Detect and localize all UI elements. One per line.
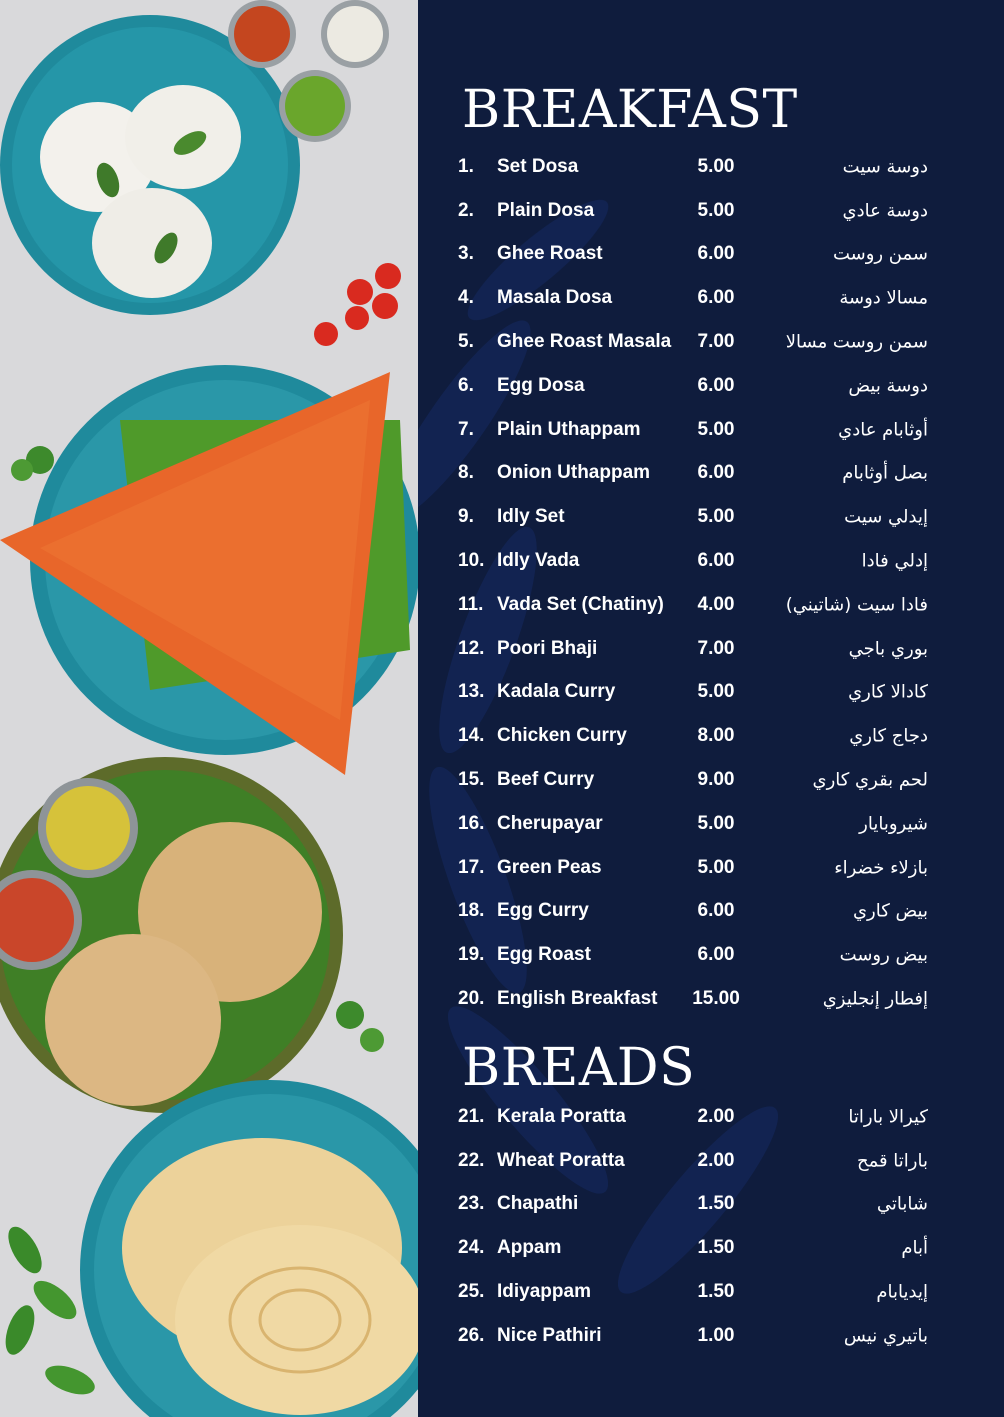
item-name: Egg Dosa bbox=[497, 374, 585, 396]
item-number: 23. bbox=[458, 1193, 485, 1215]
item-name-arabic: إيدلي سيت bbox=[844, 506, 928, 528]
menu-item-row bbox=[418, 1314, 1004, 1358]
item-price: 6.00 bbox=[697, 287, 735, 309]
breads-title: BREADS bbox=[462, 1038, 696, 1098]
menu-item-row bbox=[418, 539, 1004, 583]
item-price: 15.00 bbox=[692, 988, 740, 1010]
item-name-arabic: باتيري نيس bbox=[843, 1325, 928, 1347]
item-price: 8.00 bbox=[697, 725, 735, 747]
item-name: Kadala Curry bbox=[497, 681, 616, 703]
item-price: 5.00 bbox=[697, 199, 735, 221]
item-price: 9.00 bbox=[697, 769, 735, 791]
item-name-arabic: شاباتي bbox=[876, 1193, 928, 1215]
item-name: Egg Curry bbox=[497, 900, 589, 922]
item-number: 11. bbox=[458, 593, 484, 615]
menu-item-row bbox=[418, 364, 1004, 408]
menu-item-row bbox=[418, 452, 1004, 496]
item-price: 2.00 bbox=[697, 1149, 735, 1171]
item-name: Vada Set (Chatiny) bbox=[497, 593, 664, 615]
item-name-arabic: دوسة سيت bbox=[842, 156, 928, 178]
menu-item-row bbox=[418, 583, 1004, 627]
item-price: 1.50 bbox=[697, 1237, 735, 1259]
poori-plate bbox=[0, 757, 343, 1113]
item-price: 6.00 bbox=[697, 944, 735, 966]
item-name: Cherupayar bbox=[497, 812, 603, 834]
item-number: 4. bbox=[458, 287, 474, 309]
item-name: Green Peas bbox=[497, 856, 602, 878]
item-price: 6.00 bbox=[697, 462, 735, 484]
item-name-arabic: أوثابام عادي bbox=[838, 419, 928, 441]
item-price: 5.00 bbox=[697, 681, 735, 703]
item-price: 5.00 bbox=[697, 418, 735, 440]
menu-item-row bbox=[418, 189, 1004, 233]
item-price: 5.00 bbox=[697, 856, 735, 878]
breads-list bbox=[418, 1095, 1004, 1358]
item-number: 7. bbox=[458, 418, 474, 440]
item-name: Ghee Roast Masala bbox=[497, 331, 672, 353]
item-name-arabic: باراتا قمح bbox=[856, 1150, 928, 1172]
item-name: Nice Pathiri bbox=[497, 1324, 602, 1346]
menu-item-row bbox=[418, 933, 1004, 977]
item-name-arabic: بوري باجي bbox=[848, 638, 928, 660]
menu-item-row bbox=[418, 758, 1004, 802]
item-number: 18. bbox=[458, 900, 485, 922]
item-number: 5. bbox=[458, 331, 474, 353]
item-name-arabic: أبام bbox=[901, 1237, 928, 1259]
item-number: 12. bbox=[458, 637, 485, 659]
item-price: 6.00 bbox=[697, 374, 735, 396]
item-number: 6. bbox=[458, 374, 474, 396]
menu-item-row bbox=[418, 846, 1004, 890]
item-number: 24. bbox=[458, 1237, 485, 1259]
item-number: 9. bbox=[458, 506, 474, 528]
item-number: 14. bbox=[458, 725, 485, 747]
item-name-arabic: إدلي فادا bbox=[861, 550, 928, 572]
item-name-arabic: دجاج كاري bbox=[849, 725, 928, 747]
menu-item-row bbox=[418, 627, 1004, 671]
item-name: English Breakfast bbox=[497, 988, 658, 1010]
item-name: Plain Uthappam bbox=[497, 418, 641, 440]
item-name-arabic: بيض روست bbox=[839, 944, 928, 966]
item-name-arabic: سمن روست مسالا bbox=[785, 331, 928, 353]
item-name: Plain Dosa bbox=[497, 199, 595, 221]
menu-item-row bbox=[418, 1139, 1004, 1183]
item-price: 2.00 bbox=[697, 1105, 735, 1127]
item-number: 16. bbox=[458, 812, 485, 834]
paratha-plate bbox=[80, 1080, 418, 1417]
item-price: 6.00 bbox=[697, 900, 735, 922]
item-number: 1. bbox=[458, 155, 474, 177]
item-name: Beef Curry bbox=[497, 769, 595, 791]
breakfast-list bbox=[418, 145, 1004, 1021]
item-name-arabic: دوسة بيض bbox=[848, 375, 928, 397]
menu-item-row bbox=[418, 1095, 1004, 1139]
menu-item-row bbox=[418, 233, 1004, 277]
item-price: 5.00 bbox=[697, 812, 735, 834]
item-name: Masala Dosa bbox=[497, 287, 613, 309]
item-name-arabic: بيض كاري bbox=[852, 900, 928, 922]
item-number: 25. bbox=[458, 1281, 485, 1303]
item-name: Wheat Poratta bbox=[497, 1149, 625, 1171]
item-name-arabic: بازلاء خضراء bbox=[834, 857, 928, 879]
item-name-arabic: لحم بقري كاري bbox=[812, 769, 928, 791]
item-name-arabic: إفطار إنجليزي bbox=[822, 988, 928, 1010]
item-number: 13. bbox=[458, 681, 485, 703]
item-name: Appam bbox=[497, 1237, 562, 1259]
item-price: 4.00 bbox=[697, 593, 735, 615]
item-name: Onion Uthappam bbox=[497, 462, 651, 484]
menu-item-row bbox=[418, 977, 1004, 1021]
item-number: 20. bbox=[458, 988, 485, 1010]
item-price: 6.00 bbox=[697, 243, 735, 265]
item-number: 22. bbox=[458, 1149, 485, 1171]
item-number: 2. bbox=[458, 199, 474, 221]
item-name-arabic: سمن روست bbox=[832, 243, 928, 265]
item-price: 5.00 bbox=[697, 506, 735, 528]
cherry-tomatoes bbox=[314, 263, 401, 346]
item-name-arabic: دوسة عادي bbox=[842, 200, 928, 222]
item-name: Poori Bhaji bbox=[497, 637, 598, 659]
food-illustration bbox=[0, 0, 418, 1417]
dosa-plate bbox=[0, 365, 418, 775]
menu-item-row bbox=[418, 1226, 1004, 1270]
item-price: 1.00 bbox=[697, 1324, 735, 1346]
item-price: 5.00 bbox=[697, 155, 735, 177]
item-number: 3. bbox=[458, 243, 474, 265]
menu-item-row bbox=[418, 890, 1004, 934]
item-number: 10. bbox=[458, 550, 485, 572]
item-number: 26. bbox=[458, 1324, 485, 1346]
menu-item-row bbox=[418, 495, 1004, 539]
food-photo-panel bbox=[0, 0, 418, 1417]
item-name-arabic: فادا سيت (شاتيني) bbox=[785, 594, 928, 616]
menu-item-row bbox=[418, 671, 1004, 715]
item-name: Kerala Poratta bbox=[497, 1105, 626, 1127]
item-name: Chapathi bbox=[497, 1193, 579, 1215]
item-name: Idly Vada bbox=[497, 550, 580, 572]
item-name: Chicken Curry bbox=[497, 725, 627, 747]
item-number: 19. bbox=[458, 944, 485, 966]
breakfast-title: BREAKFAST bbox=[462, 80, 798, 140]
menu-item-row bbox=[418, 1183, 1004, 1227]
menu-item-row bbox=[418, 802, 1004, 846]
item-number: 21. bbox=[458, 1105, 485, 1127]
menu-item-row bbox=[418, 276, 1004, 320]
item-name-arabic: كادالا كاري bbox=[848, 681, 928, 703]
item-name: Egg Roast bbox=[497, 944, 591, 966]
item-name-arabic: بصل أوثابام bbox=[842, 462, 928, 484]
item-number: 17. bbox=[458, 856, 485, 878]
item-name: Ghee Roast bbox=[497, 243, 603, 265]
item-number: 8. bbox=[458, 462, 474, 484]
menu-item-row bbox=[418, 145, 1004, 189]
menu-item-row bbox=[418, 714, 1004, 758]
menu-item-row bbox=[418, 320, 1004, 364]
menu-item-row bbox=[418, 1270, 1004, 1314]
item-name: Idly Set bbox=[497, 506, 565, 528]
item-price: 6.00 bbox=[697, 550, 735, 572]
item-number: 15. bbox=[458, 769, 485, 791]
item-name: Idiyappam bbox=[497, 1281, 591, 1303]
item-price: 7.00 bbox=[697, 637, 735, 659]
item-name-arabic: مسالا دوسة bbox=[839, 287, 928, 309]
item-name-arabic: كيرالا باراتا bbox=[848, 1106, 928, 1128]
menu-panel bbox=[418, 0, 1004, 1417]
item-price: 7.00 bbox=[697, 331, 735, 353]
item-price: 1.50 bbox=[697, 1281, 735, 1303]
item-name: Set Dosa bbox=[497, 155, 579, 177]
item-price: 1.50 bbox=[697, 1193, 735, 1215]
menu-item-row bbox=[418, 408, 1004, 452]
item-name-arabic: شيروبايار bbox=[859, 813, 928, 835]
item-name-arabic: إيديابام bbox=[876, 1281, 928, 1303]
